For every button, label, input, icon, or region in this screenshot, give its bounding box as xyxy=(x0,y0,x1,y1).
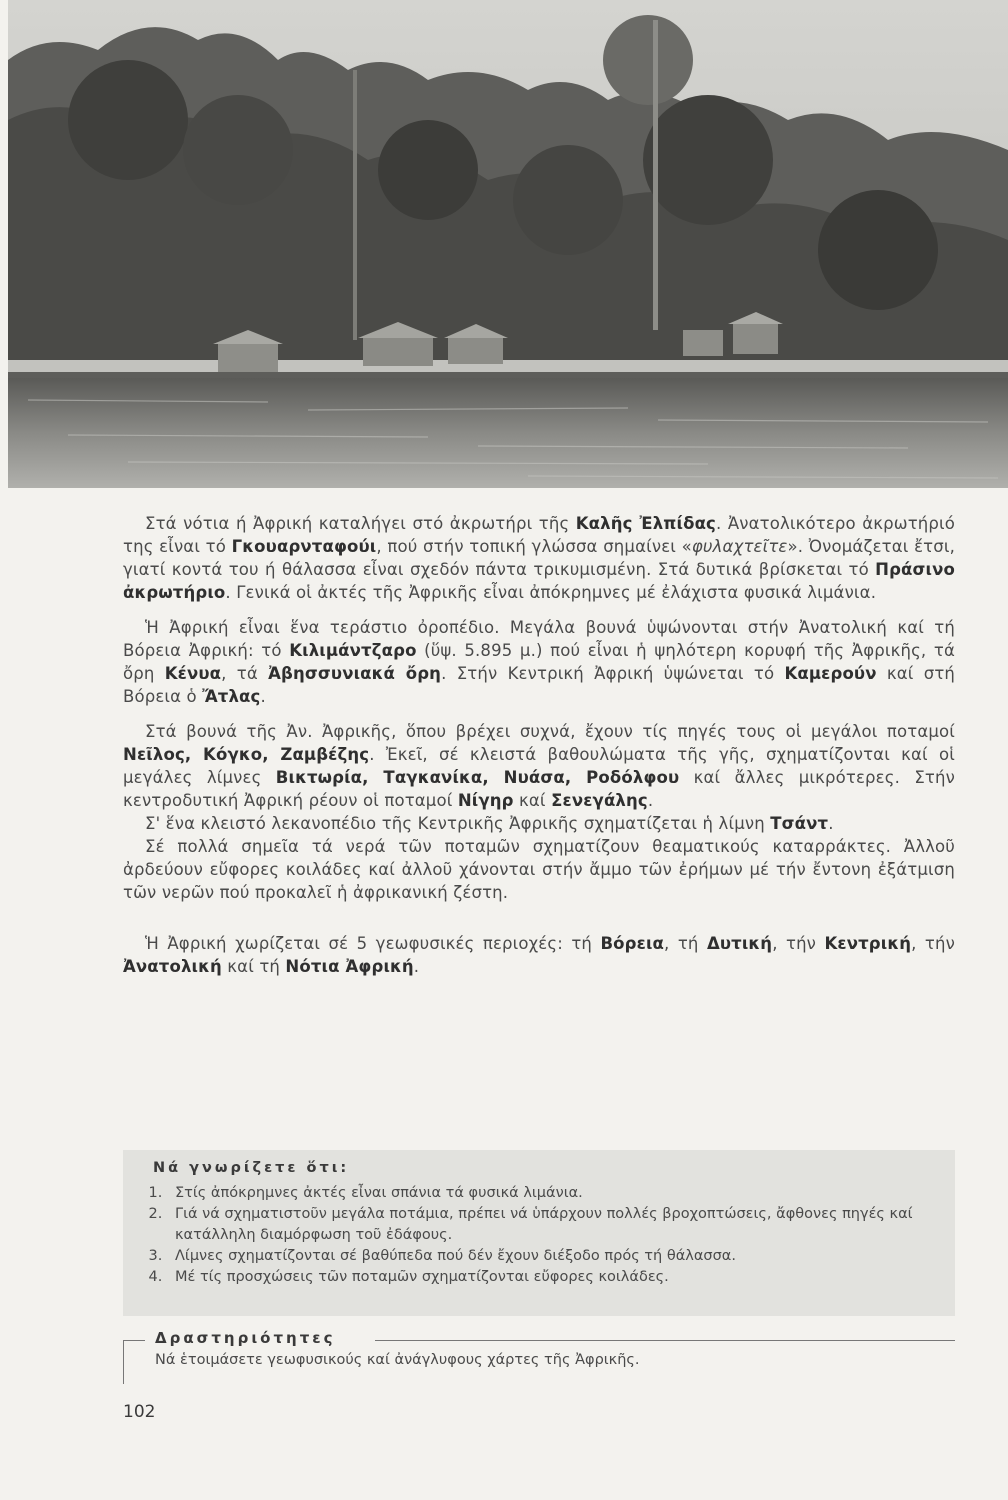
activities-box xyxy=(123,1329,955,1382)
know-that-title: Νά γνωρίζετε ὅτι: xyxy=(153,1160,350,1176)
paragraph-rivers-lakes: Στά βουνά τῆς Ἀν. Ἀφρικῆς, ὅπου βρέχει συχνά, ἔχουν τίς πηγές τους οἱ μεγάλοι ποταμοί Νεῖλος, Κόγκο, Ζαμβέζης. Ἐκεῖ, σέ κλειστά βαθουλώματα τῆς γῆς, σχηματίζονται καί οἱ μεγάλες λίμνες Βικτωρία, Ταγκανίκα, Νυάσα, Ροδόλφου καί ἄλλες μικρότερες. Στήν κεντροδυτική Ἀφρική ρέουν οἱ ποταμοί Νίγηρ καί Σενεγάλης. xyxy=(123,722,955,810)
list-item: 4. Μέ τίς προσχώσεις τῶν ποταμῶν σχηματίζονται εὔφορες κοιλάδες. xyxy=(167,1267,925,1288)
activities-border-top xyxy=(375,1340,955,1341)
main-body-text xyxy=(123,512,955,978)
river-village-photo xyxy=(8,0,1008,488)
know-that-list xyxy=(153,1183,925,1288)
know-that-box xyxy=(123,1150,955,1316)
photo-illustration xyxy=(8,0,1008,488)
paragraph-waterfalls: Σέ πολλά σημεῖα τά νερά τῶν ποταμῶν σχηματίζουν θεαματικούς καταρράκτες. Ἀλλοῦ ἀρδεύουν εὔφορες κοιλάδες καί ἀλλοῦ χάνονται στήν ἄμμο τῶν ἐρήμων μέ τήν ἔντονη ἐξάτμιση τῶν νερῶν πού προκαλεῖ ἡ ἀφρικανική ζέστη. xyxy=(123,837,955,902)
paragraph-coasts: Στά νότια ή Ἀφρική καταλήγει στό ἀκρωτήρι τῆς Καλῆς Ἐλπίδας. Ἀνατολικότερο ἀκρωτήριό της εἶναι τό Γκουαρνταφούι, πού στήν τοπική γλώσσα σημαίνει «φυλαχτεῖτε». Ὀνομάζεται ἔτσι, γιατί κοντά του ή θάλασσα εἶναι σχεδόν πάντα τρικυμισμένη. Στά δυτικά βρίσκεται τό Πράσινο ἀκρωτήριο. Γενικά οἱ ἀκτές τῆς Ἀφρικῆς εἶναι ἀπόκρημνες μέ ἐλάχιστα φυσικά λιμάνια. xyxy=(123,514,956,602)
page-number: 102 xyxy=(123,1402,156,1422)
activities-title: Δραστηριότητες xyxy=(155,1329,336,1347)
list-item: 1. Στίς ἀπόκρημνες ἀκτές εἶναι σπάνια τά φυσικά λιμάνια. xyxy=(167,1183,925,1204)
paragraph-regions: Ἡ Ἀφρική χωρίζεται σέ 5 γεωφυσικές περιοχές: τή Βόρεια, τή Δυτική, τήν Κεντρική, τήν Ἀνατολική καί τή Νότια Ἀφρική. xyxy=(123,934,955,976)
activities-border-left xyxy=(123,1340,124,1384)
paragraph-chad: Σ' ἕνα κλειστό λεκανοπέδιο τῆς Κεντρικῆς Ἀφρικῆς σχηματίζεται ἡ λίμνη Τσάντ. xyxy=(145,814,834,833)
activities-text: Νά ἑτοιμάσετε γεωφυσικούς καί ἀνάγλυφους χάρτες τῆς Ἀφρικῆς. xyxy=(155,1352,640,1368)
list-item: 3. Λίμνες σχηματίζονται σέ βαθύπεδα πού δέν ἔχουν διέξοδο πρός τή θάλασσα. xyxy=(167,1246,925,1267)
paragraph-mountains: Ἡ Ἀφρική εἶναι ἕνα τεράστιο ὀροπέδιο. Μεγάλα βουνά ὑψώνονται στήν Ἀνατολική καί τή Βόρεια Ἀφρική: τό Κιλιμάντζαρο (ὕψ. 5.895 μ.) πού εἶναι ἡ ψηλότερη κορυφή τῆς Ἀφρικῆς, τά ὄρη Κένυα, τά Ἀβησσυνιακά ὄρη. Στήν Κεντρική Ἀφρική ὑψώνεται τό Καμερούν καί στή Βόρεια ὁ Ἄτλας. xyxy=(123,618,956,706)
list-item: 2. Γιά νά σχηματιστοῦν μεγάλα ποτάμια, πρέπει νά ὑπάρχουν πολλές βροχοπτώσεις, ἄφθονες πηγές καί κατάλληλη διαμόρφωση τοῦ ἐδάφους. xyxy=(167,1204,925,1246)
activities-border-top xyxy=(123,1340,145,1341)
